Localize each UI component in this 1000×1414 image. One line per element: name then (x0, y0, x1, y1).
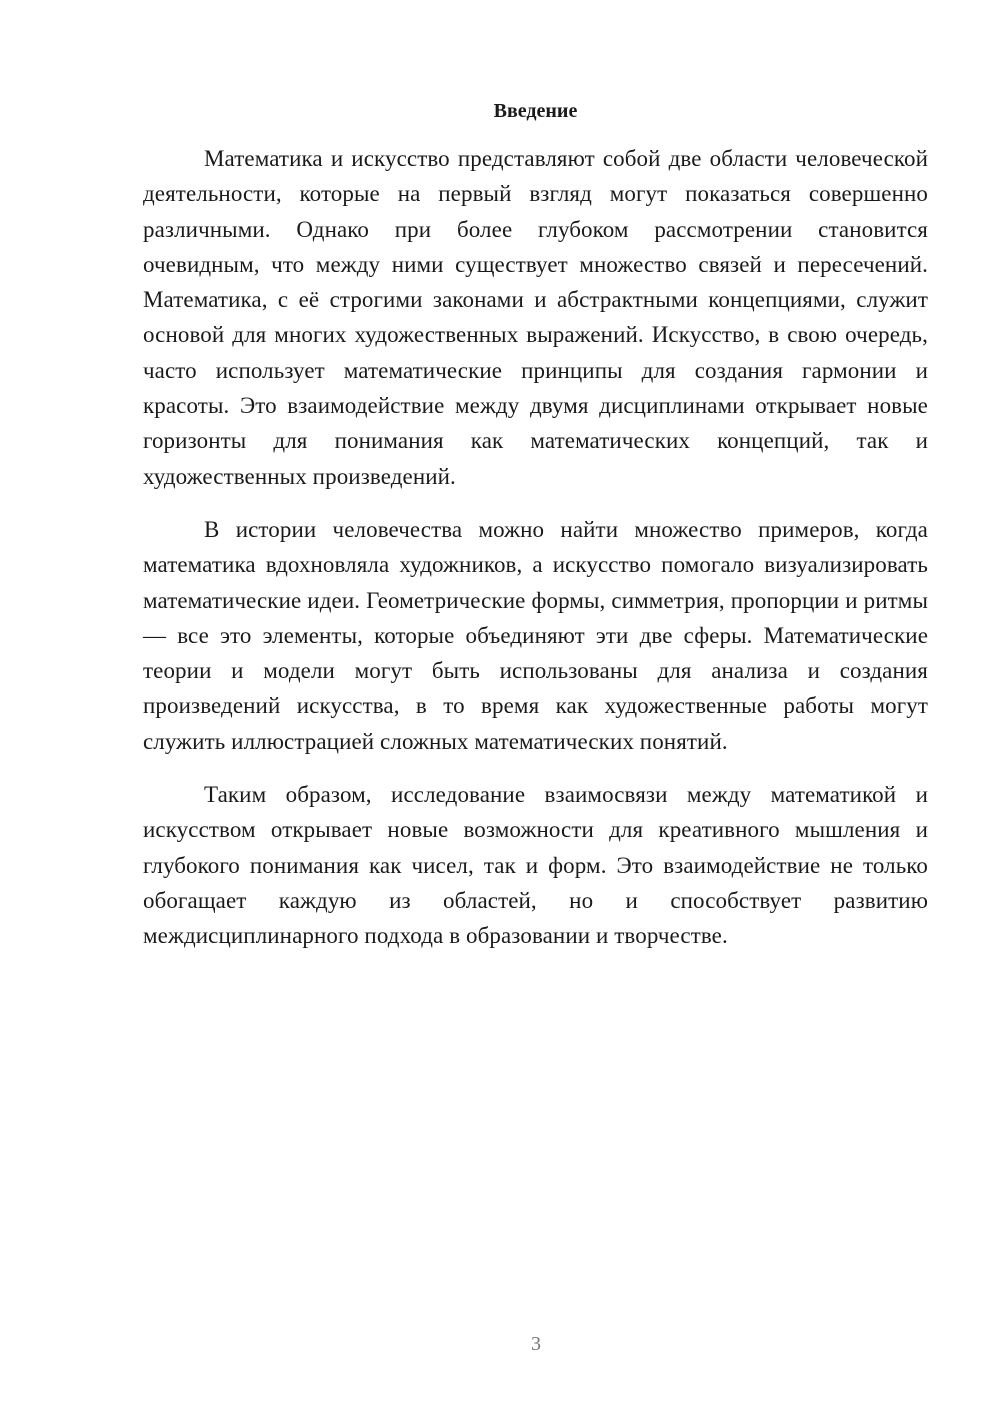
page-number: 3 (531, 1333, 541, 1355)
paragraph-1: Математика и искусство представляют собой две области человеческой деятельности, которые на первый взгляд могут показаться совершенно различными. Однако при более глубоком рассмотрении становится очевидным, что между ними существует множество связей и пересечений. Математика, с её строгими законами и абстрактными концепциями, служит основой для многих художественных выражений. Искусство, в свою очередь, часто использует математические принципы для создания гармонии и красоты. Это взаимодействие между двумя дисциплинами открывает новые горизонты для понимания как математических концепций, так и художественных произведений. (143, 146, 928, 489)
paragraph-3: Таким образом, исследование взаимосвязи между математикой и искусством открывает новые возможности для креативного мышления и глубокого понимания как чисел, так и форм. Это взаимодействие не только обогащает каждую из областей, но и способствует развитию междисциплинарного подхода в образовании и творчестве. (143, 782, 928, 949)
section-title: Введение (493, 100, 578, 122)
paragraph-2: В истории человечества можно найти множество примеров, когда математика вдохновляла художников, а искусство помогало визуализировать математические идеи. Геометрические формы, симметрия, пропорции и ритмы — все это элементы, которые объединяют эти две сферы. Математические теории и модели могут быть использованы для анализа и создания произведений искусства, в то время как художественные работы могут служить иллюстрацией сложных математических понятий. (143, 516, 928, 754)
body-text (143, 141, 928, 972)
